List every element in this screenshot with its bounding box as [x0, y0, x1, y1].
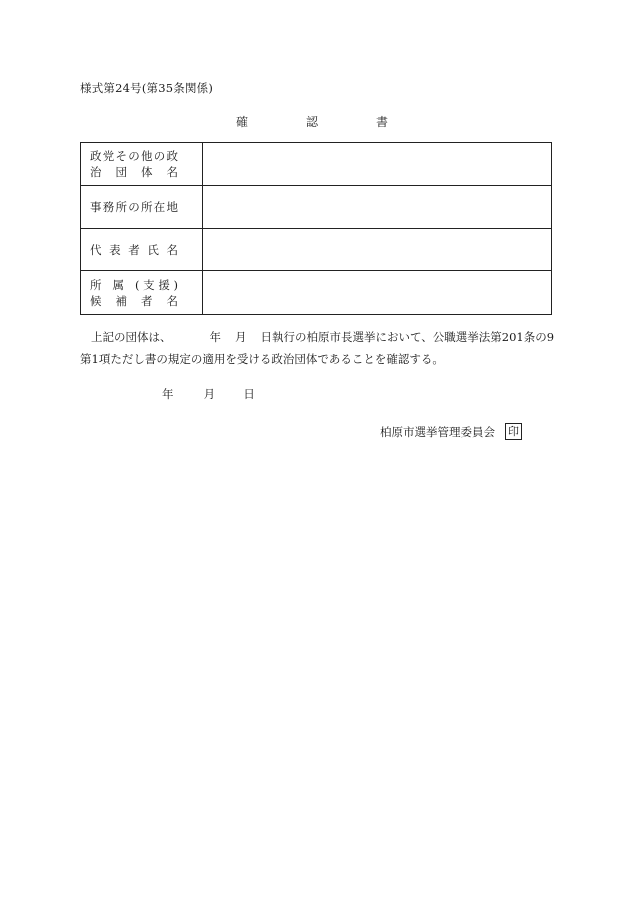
issuer-name: 柏原市選挙管理委員会 [380, 424, 495, 439]
value-organization-name[interactable] [203, 143, 552, 186]
label-line: 所 属 (支援) [90, 277, 178, 292]
label-line: 治 団 体 名 [90, 165, 178, 179]
document-title [236, 113, 396, 130]
title-char-2: 認 [306, 115, 319, 129]
label-office-address [81, 186, 203, 229]
label-line: 代 表 者 氏 名 [90, 242, 178, 257]
label-line: 政党その他の政 [90, 149, 178, 163]
table-row [81, 229, 552, 271]
value-representative-name[interactable] [203, 229, 552, 271]
statement-month-unit: 月 [235, 330, 247, 344]
issuer [380, 423, 522, 440]
date-year-unit: 年 [162, 387, 174, 401]
label-representative-name [81, 229, 203, 271]
date-line [162, 386, 255, 402]
form-number: 様式第24号(第35条関係) [80, 81, 214, 95]
statement-part-2: 日執行の柏原市長選挙において、公職選挙法第201条の9 [260, 330, 555, 344]
label-line: 事務所の所在地 [90, 200, 178, 214]
info-table [80, 142, 552, 315]
seal-mark: 印 [505, 423, 522, 440]
label-supported-candidate [81, 271, 203, 315]
date-day-unit: 日 [243, 387, 255, 401]
title-char-1: 確 [236, 115, 249, 129]
label-organization-name [81, 143, 203, 186]
table-row [81, 271, 552, 315]
value-supported-candidate[interactable] [203, 271, 552, 315]
table-row [81, 143, 552, 186]
statement-line-2: 第1項ただし書の規定の適用を受ける政治団体であることを確認する。 [80, 352, 444, 366]
table-row [81, 186, 552, 229]
statement-line-1 [80, 326, 555, 348]
date-month-unit: 月 [203, 387, 216, 401]
confirmation-statement [80, 326, 555, 370]
label-line: 候 補 者 名 [90, 293, 178, 308]
value-office-address[interactable] [203, 186, 552, 229]
statement-part-1: 上記の団体は、 [91, 330, 172, 344]
title-char-3: 書 [376, 115, 389, 129]
statement-year-unit: 年 [209, 330, 221, 344]
